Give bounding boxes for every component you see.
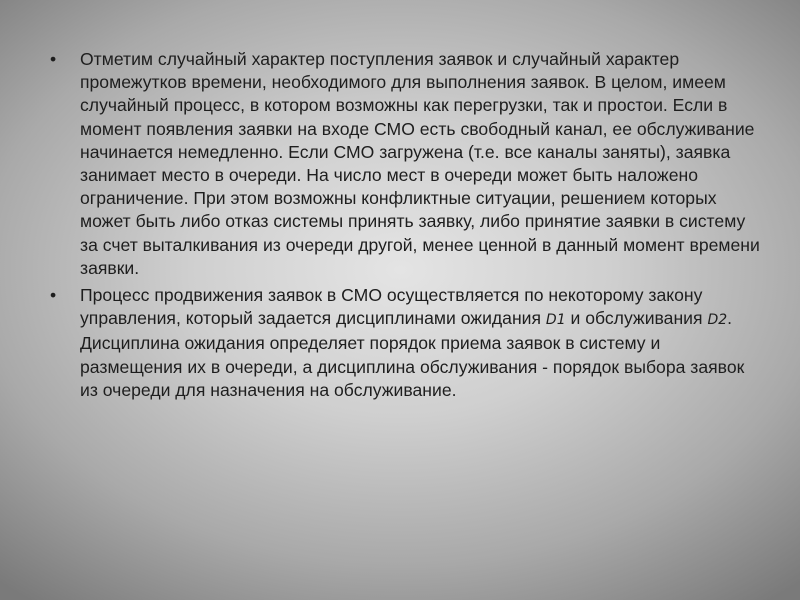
discipline-d2-label: D2	[707, 312, 728, 329]
bullet-marker: •	[50, 49, 57, 69]
bullet-item-1	[50, 48, 762, 280]
bullet-text-1: Отметим случайный характер поступления заявок и случайный характер промежутков времени, необходимого для выполнения заявок. В целом, имеем случайный процесс, в котором возможны как перегрузки, так и простои. Если в момент появления заявки на входе СМО есть свободный канал, ее обслуживание начинается немедленно. Если СМО загружена (т.е. все каналы заняты), заявка занимает место в очереди. На число мест в очереди может быть наложено ограничение. При этом возможны конфликтные ситуации, решением которых может быть либо отказ системы принять заявку, либо принятие заявки в систему за счет выталкивания из очереди другой, менее ценной в данный момент времени заявки.	[80, 49, 760, 278]
slide-content	[50, 48, 762, 406]
bullet-text-2-part2: и обслуживания	[565, 308, 708, 329]
discipline-d1-label: D1	[545, 312, 566, 329]
bullet-marker: •	[50, 285, 57, 306]
bullet-list	[50, 48, 762, 402]
bullet-text-2-part3: . Дисциплина ожидания определяет порядок приема заявок в систему и размещения их в очереди, а дисциплина обслуживания - порядок выбора заявок из очереди для назначения на обслуживание.	[80, 308, 745, 400]
bullet-item-2	[50, 284, 762, 402]
bullet-text-2-part1: Процесс продвижения заявок в СМО осуществляется по некоторому закону управления, который задается дисциплинами ожидания	[80, 285, 703, 329]
